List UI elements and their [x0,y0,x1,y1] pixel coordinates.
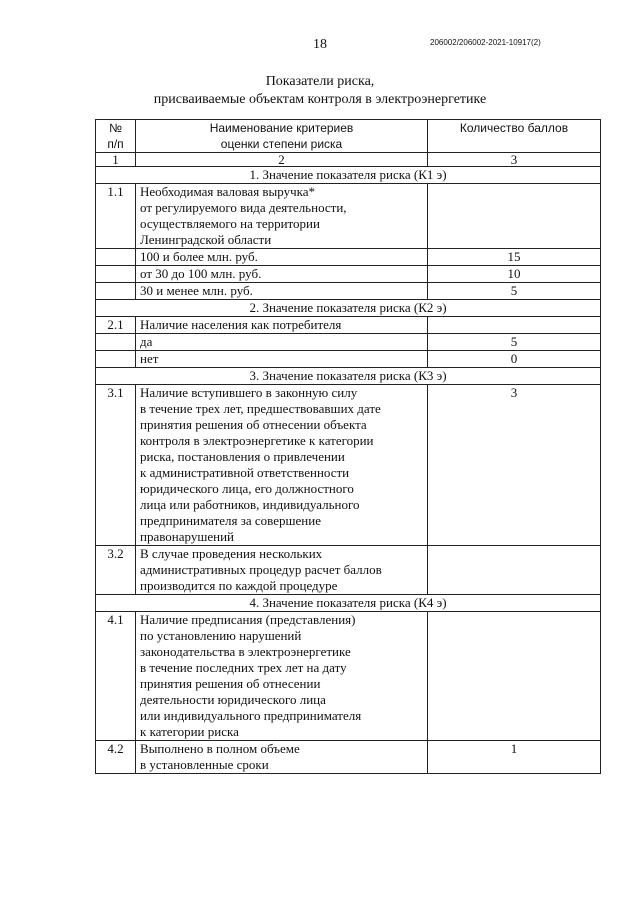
row-number [96,249,136,266]
section-1-title: 1. Значение показателя риска (К1 э) [96,167,601,184]
points-cell [428,546,601,595]
points-value: 3 [428,385,601,546]
table-row [96,249,601,266]
header-num: № п/п [96,120,136,153]
header-criteria: Наименование критериев оценки степени риска [136,120,428,153]
table-row [96,283,601,300]
points-value: 1 [428,741,601,774]
row-number: 1.1 [96,184,136,249]
table-header-row [96,120,601,153]
column-index-row [96,153,601,167]
table-row [96,266,601,283]
points-value: 5 [428,283,601,300]
criteria-text: нет [136,351,428,368]
points-cell [428,317,601,334]
index-2: 2 [136,153,428,167]
section-row [96,167,601,184]
section-row [96,368,601,385]
index-3: 3 [428,153,601,167]
row-number [96,283,136,300]
risk-indicators-table [95,119,601,774]
row-number: 3.1 [96,385,136,546]
page-number: 18 [313,37,327,52]
row-number: 3.2 [96,546,136,595]
criteria-text: да [136,334,428,351]
criteria-text: Наличие населения как потребителя [136,317,428,334]
row-number: 2.1 [96,317,136,334]
document-id: 206002/206002-2021-10917(2) [430,38,541,47]
table-row [96,546,601,595]
row-number [96,266,136,283]
points-value: 10 [428,266,601,283]
document-title [0,73,640,109]
criteria-text: В случае проведения нескольких административных процедур расчет баллов производится по каждой процедуре [136,546,428,595]
section-4-title: 4. Значение показателя риска (К4 э) [96,595,601,612]
row-number: 4.1 [96,612,136,741]
table-row [96,351,601,368]
title-line-1: Показатели риска, [265,74,375,89]
criteria-text: 30 и менее млн. руб. [136,283,428,300]
header-points: Количество баллов [428,120,601,153]
table-row [96,334,601,351]
section-row [96,595,601,612]
points-cell [428,184,601,249]
points-cell [428,612,601,741]
title-line-2: присваиваемые объектам контроля в электроэнергетике [153,92,487,107]
row-number [96,351,136,368]
criteria-text: Необходимая валовая выручка* от регулируемого вида деятельности, осуществляемого на территории Ленинградской области [136,184,428,249]
row-number: 4.2 [96,741,136,774]
criteria-text: Наличие предписания (представления) по установлению нарушений законодательства в электроэнергетике в течение последних трех лет на дату принятия решения об отнесении деятельности юридического лица или индивидуального предпринимателя к категории риска [136,612,428,741]
table-row [96,385,601,546]
criteria-text: 100 и более млн. руб. [136,249,428,266]
section-3-title: 3. Значение показателя риска (К3 э) [96,368,601,385]
table-row [96,741,601,774]
table-row [96,184,601,249]
points-value: 15 [428,249,601,266]
section-2-title: 2. Значение показателя риска (К2 э) [96,300,601,317]
criteria-text: Наличие вступившего в законную силу в течение трех лет, предшествовавших дате принятия решения об отнесении объекта контроля в электроэнергетике к категории риска, постановления о привлечении к административной ответственности юридического лица, его должностного лица или работников, индивидуального предпринимателя за совершение правонарушений [136,385,428,546]
points-value: 5 [428,334,601,351]
table-row [96,317,601,334]
criteria-text: Выполнено в полном объеме в установленные сроки [136,741,428,774]
section-row [96,300,601,317]
points-value: 0 [428,351,601,368]
criteria-text: от 30 до 100 млн. руб. [136,266,428,283]
index-1: 1 [96,153,136,167]
table-row [96,612,601,741]
row-number [96,334,136,351]
